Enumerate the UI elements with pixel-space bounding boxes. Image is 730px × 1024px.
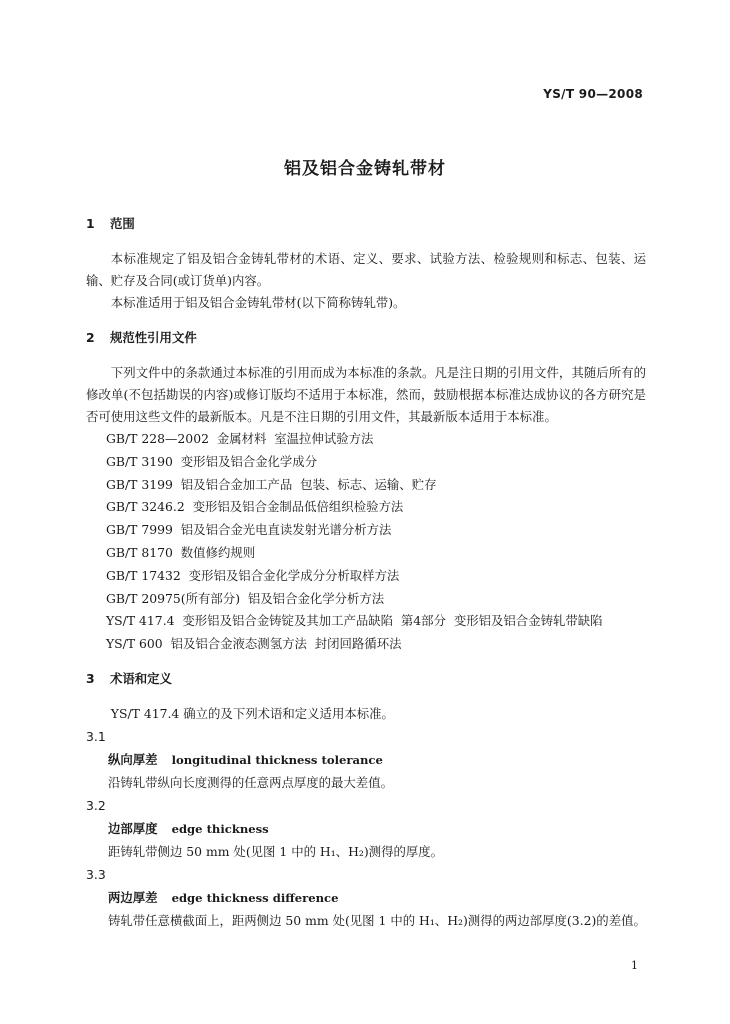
section-title: 范围: [110, 216, 135, 231]
page-number: 1: [631, 959, 638, 972]
term-number: 3.1: [86, 728, 106, 744]
paragraph: 下列文件中的条款通过本标准的引用而成为本标准的条款。凡是注日期的引用文件，其随后所有的修改单(不包括勘误的内容)或修订版均不适用于本标准，然而，鼓励根据本标准达成协议的各方研究是否可使用这些文件的最新版本。凡是不注日期的引用文件，其最新版本适用于本标准。: [86, 365, 646, 424]
reference-item: GB/T 20975(所有部分) 铝及铝合金化学分析方法: [106, 590, 385, 606]
reference-item: YS/T 417.4 变形铝及铝合金铸锭及其加工产品缺陷 第4部分 变形铝及铝合金铸轧带缺陷: [106, 613, 603, 629]
section-heading: [86, 668, 646, 690]
section-heading: [86, 213, 646, 235]
section-heading: [86, 327, 646, 349]
reference-item: GB/T 3190 变形铝及铝合金化学成分: [106, 453, 318, 469]
section-title: 规范性引用文件: [110, 330, 197, 345]
term-heading: [86, 886, 646, 909]
term-number: 3.3: [86, 866, 106, 882]
term-heading: [86, 748, 646, 771]
paragraph: YS/T 417.4 确立的及下列术语和定义适用本标准。: [110, 705, 394, 721]
paragraph: 本标准适用于铝及铝合金铸轧带材(以下简称铸轧带)。: [110, 295, 406, 310]
reference-item: GB/T 8170 数值修约规则: [106, 544, 256, 560]
section-number: 2: [86, 330, 95, 345]
term-english: edge thickness: [171, 821, 269, 836]
reference-item: GB/T 228—2002 金属材料 室温拉伸试验方法: [106, 431, 374, 446]
term-definition: 沿铸轧带纵向长度测得的任意两点厚度的最大差值。: [108, 774, 393, 790]
term-heading: [86, 817, 646, 840]
term-chinese: 边部厚度: [108, 820, 158, 836]
document-title: 铝及铝合金铸轧带材: [284, 159, 446, 179]
document-body: [86, 213, 646, 932]
section-number: 1: [86, 216, 95, 231]
term-chinese: 纵向厚差: [108, 751, 158, 767]
term-chinese: 两边厚差: [108, 889, 158, 905]
term-definition: 距铸轧带侧边 50 mm 处(见图 1 中的 H₁、H₂)测得的厚度。: [108, 843, 444, 859]
section-number: 3: [86, 670, 95, 686]
paragraph: 本标准规定了铝及铝合金铸轧带材的术语、定义、要求、试验方法、检验规则和标志、包装、运输、贮存及合同(或订货单)内容。: [86, 251, 646, 288]
reference-item: GB/T 7999 铝及铝合金光电直读发射光谱分析方法: [106, 522, 392, 538]
reference-item: GB/T 3246.2 变形铝及铝合金制品低倍组织检验方法: [106, 499, 404, 515]
term-english: longitudinal thickness tolerance: [171, 752, 383, 767]
reference-item: GB/T 3199 铝及铝合金加工产品 包装、标志、运输、贮存: [106, 476, 437, 492]
term-definition: 铸轧带任意横截面上，距两侧边 50 mm 处(见图 1 中的 H₁、H₂)测得的两边部厚度(3.2)的差值。: [108, 912, 646, 928]
standard-code: YS/T 90—2008: [543, 87, 643, 101]
reference-item: GB/T 17432 变形铝及铝合金化学成分分析取样方法: [106, 567, 400, 583]
term-english: edge thickness difference: [171, 890, 339, 905]
reference-item: YS/T 600 铝及铝合金液态测氢方法 封闭回路循环法: [106, 636, 402, 652]
term-number: 3.2: [86, 797, 106, 813]
section-title: 术语和定义: [110, 670, 172, 686]
